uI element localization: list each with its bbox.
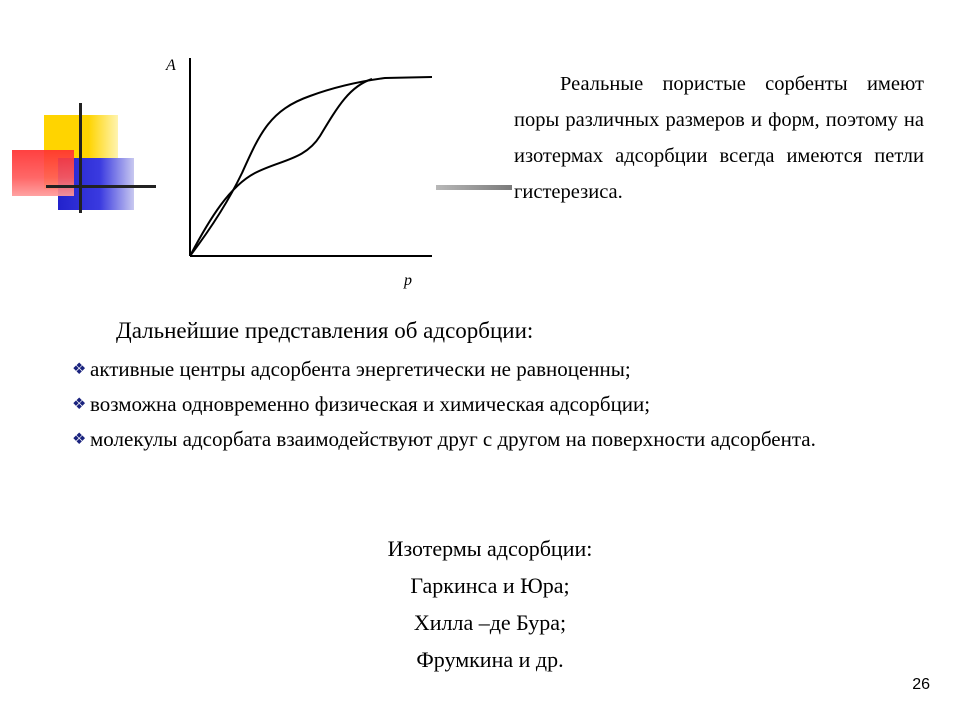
paragraph-text: Реальные пористые сорбенты имеют поры различных размеров и форм, поэтому на изотермах адсорбции всегда имеются петли гистерезиса. [514,73,924,203]
adsorption-curve [190,79,372,256]
list-item [72,352,910,387]
section-heading: Дальнейшие представления об адсорбции: [116,318,534,343]
decor-horizontal-line [46,185,156,188]
list-item [72,387,910,422]
decor-red-square [12,150,74,196]
hysteresis-graph [160,48,450,298]
isotherm-item: Фрумкина и др. [416,647,564,672]
bullet-text: возможна одновременно физическая и химическая адсорбции; [90,392,651,416]
hysteresis-paragraph [514,66,924,210]
decor-vertical-line [79,103,82,213]
x-axis-label: p [404,272,412,289]
hysteresis-graph-svg [160,48,450,298]
isotherms-block [300,530,680,678]
isotherm-item: Гаркинса и Юра; [410,573,570,598]
page-number: 26 [912,676,930,693]
y-axis-label: A [166,57,176,74]
desorption-curve [190,77,432,256]
diamond-bullet-icon: ❖ [72,431,87,448]
diamond-bullet-icon: ❖ [72,361,87,378]
bullet-list [72,352,910,457]
isotherms-title: Изотермы адсорбции: [387,536,593,561]
isotherm-item: Хилла –де Бура; [413,610,567,635]
bullet-text: активные центры адсорбента энергетически не равноценны; [90,357,631,381]
diamond-bullet-icon: ❖ [72,396,87,413]
list-item [72,422,910,457]
bullet-text: молекулы адсорбата взаимодействуют друг с другом на поверхности адсорбента. [90,427,816,451]
